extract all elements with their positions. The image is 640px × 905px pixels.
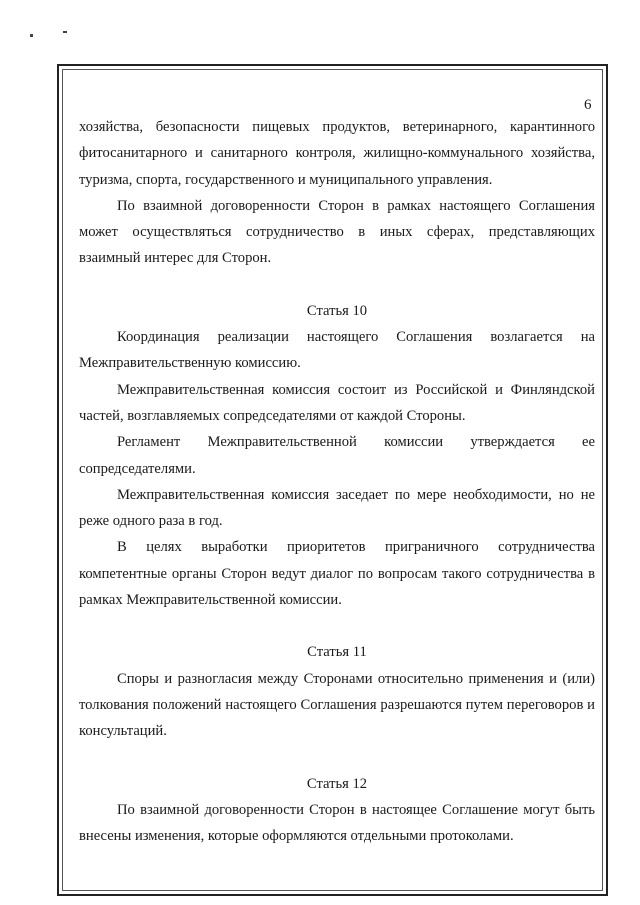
paragraph: Споры и разногласия между Сторонами относительно применения и (или) толкования положений настоящего Соглашения разрешаются путем переговоров и консультаций. <box>79 670 595 740</box>
paragraph: По взаимной договоренности Сторон в настоящее Соглашение могут быть внесены изменения, которые оформляются отдельными протоколами. <box>79 801 595 845</box>
scan-speck <box>63 31 67 33</box>
paragraph: В целях выработки приоритетов приграничного сотрудничества компетентные органы Сторон ведут диалог по вопросам такого сотрудничества в рамках Межправительственной комиссии. <box>79 539 595 609</box>
scan-speck <box>30 34 33 37</box>
paragraph: хозяйства, безопасности пищевых продуктов, ветеринарного, карантинного фитосанитарного и санитарного контроля, жилищно-коммунального хозяйства, туризма, спорта, государственного и муниципального управления. <box>79 119 595 188</box>
paragraph: Межправительственная комиссия состоит из Российской и Финляндской частей, возглавляемых сопредседателями от каждой Стороны. <box>79 381 595 424</box>
article-heading: Статья 11 <box>307 644 367 661</box>
paragraph: Межправительственная комиссия заседает по мере необходимости, но не реже одного раза в год. <box>79 486 595 530</box>
paragraph: Координация реализации настоящего Соглашения возлагается на Межправительственную комиссию. <box>79 329 595 372</box>
page-number: 6 <box>584 97 592 113</box>
paragraph: По взаимной договоренности Сторон в рамках настоящего Соглашения может осуществляться сотрудничество в иных сферах, представляющих взаимный интерес для Сторон. <box>79 197 595 267</box>
article-heading: Статья 12 <box>306 775 368 792</box>
article-heading: Статья 10 <box>306 302 368 319</box>
document-body <box>79 114 595 849</box>
paragraph: Регламент Межправительственной комиссии утверждается ее сопредседателями. <box>79 434 595 477</box>
